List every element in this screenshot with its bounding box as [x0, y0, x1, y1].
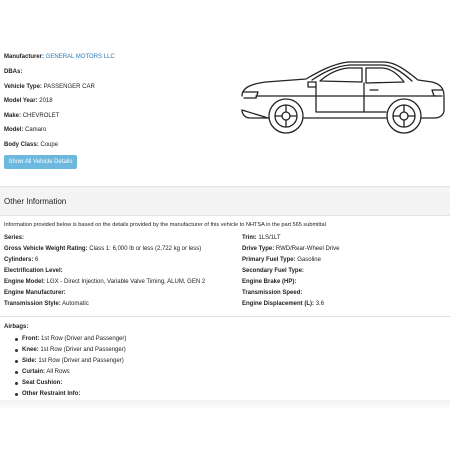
transmission-style-value: Automatic — [62, 301, 89, 307]
engine-model-label: Engine Model: — [4, 279, 45, 285]
engine-displacement-value: 3.6 — [315, 301, 325, 307]
bullet-icon — [15, 371, 18, 374]
list-item — [22, 367, 126, 378]
electrification-row — [4, 266, 205, 277]
list-item — [22, 345, 126, 356]
gvwr-row — [4, 244, 205, 255]
other-information-title: Other Information — [4, 197, 67, 206]
transmission-style-row — [4, 299, 205, 310]
bullet-icon — [15, 382, 18, 385]
vehicle-type-label: Vehicle Type: — [4, 84, 42, 90]
list-item — [22, 356, 126, 367]
engine-brake-row — [242, 277, 339, 288]
airbags-title: Airbags: — [4, 324, 29, 330]
bullet-icon — [15, 338, 18, 341]
dbas-label: DBAs: — [4, 69, 23, 75]
model-year-row — [4, 97, 53, 105]
other-information-header — [0, 186, 450, 216]
airbag-knee-value: 1st Row (Driver and Passenger) — [40, 347, 126, 353]
drive-type-label: Drive Type: — [242, 246, 275, 252]
list-item — [22, 389, 126, 400]
engine-model-row — [4, 277, 205, 288]
airbag-knee-label: Knee: — [22, 347, 39, 353]
show-all-vehicle-details-button[interactable]: Show All Vehicle Details — [4, 155, 77, 169]
model-year-value: 2018 — [39, 98, 53, 104]
cylinders-row — [4, 255, 205, 266]
airbag-seat-cushion-label: Seat Cushion: — [22, 380, 63, 386]
series-row — [4, 233, 205, 244]
primary-fuel-row — [242, 255, 339, 266]
trim-value: 1LS/1LT — [258, 235, 281, 241]
airbag-curtain-label: Curtain: — [22, 369, 45, 375]
primary-fuel-value: Gasoline — [297, 257, 321, 263]
airbags-list — [22, 334, 126, 400]
make-value: CHEVROLET — [22, 113, 60, 119]
manufacturer-row — [4, 53, 115, 61]
dbas-row — [4, 68, 22, 76]
bullet-icon — [15, 349, 18, 352]
transmission-speed-label: Transmission Speed: — [242, 290, 303, 296]
gvwr-value: Class 1: 6,000 lb or less (2,722 kg or less) — [89, 246, 202, 252]
airbag-curtain-value: All Rows — [46, 369, 70, 375]
airbag-other-restraint-label: Other Restraint Info: — [22, 391, 81, 397]
section-divider — [0, 316, 450, 317]
engine-model-value: LGX - Direct Injection, Variable Valve Timing, ALUM, GEN 2 — [46, 279, 206, 285]
body-class-value: Coupe — [40, 142, 59, 148]
trim-row — [242, 233, 339, 244]
cylinders-value: 6 — [35, 257, 39, 263]
engine-manufacturer-row — [4, 288, 205, 299]
model-year-label: Model Year: — [4, 98, 38, 104]
primary-fuel-label: Primary Fuel Type: — [242, 257, 296, 263]
engine-displacement-label: Engine Displacement (L): — [242, 301, 315, 307]
electrification-label: Electrification Level: — [4, 268, 63, 274]
manufacturer-label: Manufacturer: — [4, 54, 45, 60]
secondary-fuel-row — [242, 266, 339, 277]
body-class-label: Body Class: — [4, 142, 39, 148]
model-value: Camaro — [25, 127, 47, 133]
list-item — [22, 378, 126, 389]
model-label: Model: — [4, 127, 24, 133]
bullet-icon — [15, 360, 18, 363]
series-label: Series: — [4, 235, 25, 241]
other-info-right-column — [242, 233, 339, 310]
engine-brake-label: Engine Brake (HP): — [242, 279, 297, 285]
drive-type-value: RWD/Rear-Wheel Drive — [275, 246, 340, 252]
list-item — [22, 334, 126, 345]
airbag-side-label: Side: — [22, 358, 37, 364]
trim-label: Trim: — [242, 235, 257, 241]
transmission-style-label: Transmission Style: — [4, 301, 61, 307]
bottom-shadow — [0, 400, 450, 410]
model-row — [4, 126, 46, 134]
transmission-speed-row — [242, 288, 339, 299]
cylinders-label: Cylinders: — [4, 257, 34, 263]
other-info-left-column — [4, 233, 205, 310]
gvwr-label: Gross Vehicle Weight Rating: — [4, 246, 88, 252]
vehicle-type-value: PASSENGER CAR — [43, 84, 95, 90]
secondary-fuel-label: Secondary Fuel Type: — [242, 268, 304, 274]
convertible-car-icon — [236, 52, 450, 140]
airbag-front-value: 1st Row (Driver and Passenger) — [41, 336, 127, 342]
drive-type-row — [242, 244, 339, 255]
manufacturer-link[interactable]: GENERAL MOTORS LLC — [45, 54, 115, 60]
vehicle-type-row — [4, 83, 95, 91]
body-class-row — [4, 141, 58, 149]
make-row — [4, 112, 59, 120]
bullet-icon — [15, 393, 18, 396]
airbag-side-value: 1st Row (Driver and Passenger) — [38, 358, 124, 364]
engine-manufacturer-label: Engine Manufacturer: — [4, 290, 66, 296]
engine-displacement-row — [242, 299, 339, 310]
other-information-intro: Information provided below is based on the details provided by the manufacturer of this vehicle to NHTSA in the part 565 submittal — [4, 222, 326, 228]
airbag-front-label: Front: — [22, 336, 40, 342]
make-label: Make: — [4, 113, 22, 119]
